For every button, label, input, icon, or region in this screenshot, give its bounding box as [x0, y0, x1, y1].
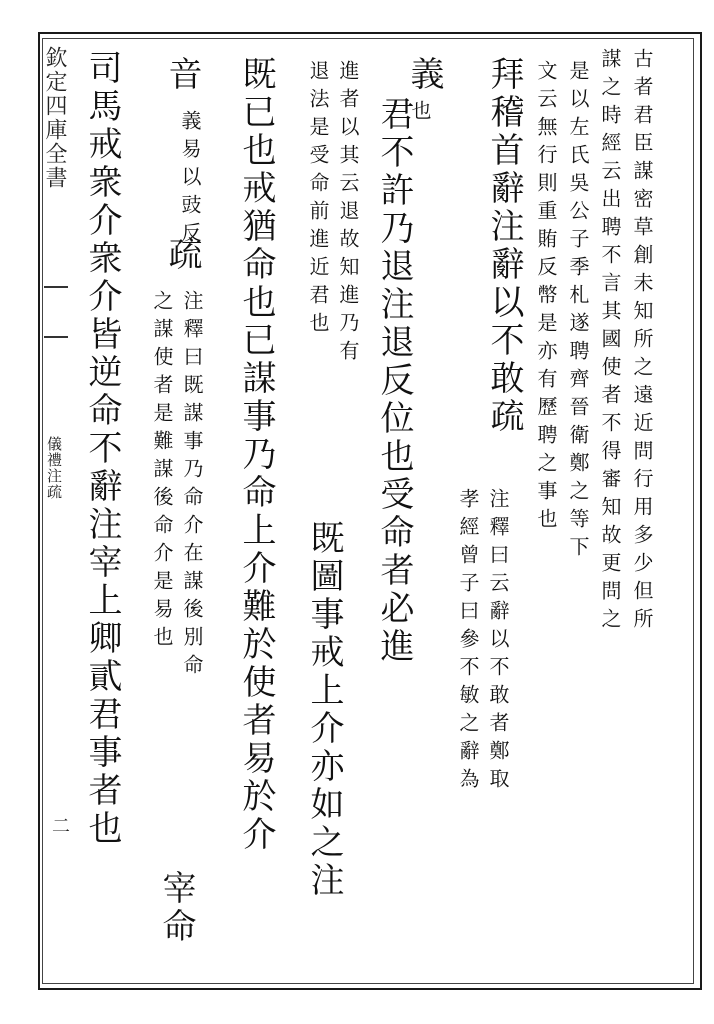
spine-margin — [40, 36, 70, 986]
yin-mark: 音 — [162, 56, 202, 94]
pronunciation-note: 義易以豉反 — [178, 110, 202, 250]
spine-book-title: 儀禮注疏 — [45, 436, 63, 500]
commentary-5a: 注釋曰云辭以不敢者鄭取 — [486, 488, 510, 796]
commentary-5b: 孝經曾子曰參不敏之辭為 — [456, 488, 480, 796]
text-column-3: 是以左氏吳公子季札遂聘齊晉衛鄭之等下 — [566, 60, 590, 564]
spine-divider-bottom — [44, 336, 68, 338]
page-number: 二 — [49, 816, 70, 834]
commentary-8b: 退法是受命前進近君也 — [306, 60, 330, 340]
shu-mark: 疏 — [162, 236, 202, 274]
text-column-1: 古者君臣謀密草創未知所之遠近問行用多少但所 — [630, 48, 654, 636]
main-text-column-11: 司馬戒衆介衆介皆逆命不辭注宰上卿貳君事者也 — [82, 50, 122, 848]
commentary-10b: 之謀使者是難謀後命介是易也 — [150, 290, 174, 654]
commentary-7-ye: 也 — [408, 100, 432, 128]
main-text-column-7: 君不許乃退注退反位也受命者必進 — [374, 96, 414, 666]
main-text: 拜稽首辭注辭以不敢疏 — [484, 56, 524, 436]
spine-divider-top — [44, 286, 68, 288]
spine-collection-title: 欽定四庫全書 — [42, 46, 67, 190]
main-text-column-9: 既已也戒猶命也已謀事乃命上介難於使者易於介 — [236, 56, 276, 854]
text-column-4: 文云無行則重賄反幣是亦有歷聘之事也 — [534, 60, 558, 536]
main-text-column-5 — [484, 56, 524, 436]
text-column-2: 謀之時經云出聘不言其國使者不得審知故更問之 — [598, 48, 622, 636]
commentary-8a: 進者以其云退故知進乃有 — [336, 60, 360, 368]
main-text-column-6: 義 — [404, 56, 444, 94]
main-text-column-10: 宰命 — [156, 870, 196, 946]
commentary-10a: 注釋曰既謀事乃命介在謀後別命 — [180, 290, 204, 682]
main-text-column-8: 既圖事戒上介亦如之注 — [304, 520, 344, 900]
